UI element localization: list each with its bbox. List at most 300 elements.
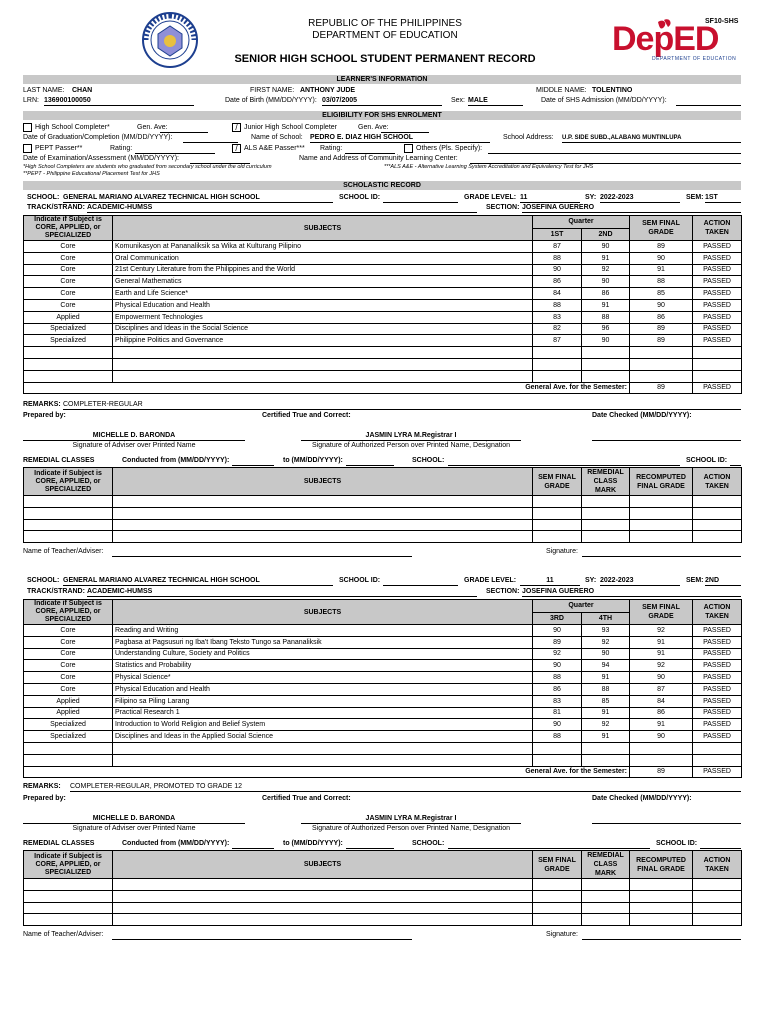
- admission-label: Date of SHS Admission (MM/DD/YYYY):: [541, 97, 667, 104]
- clc-label: Name and Address of Community Learning Center:: [299, 155, 458, 162]
- cell-final: 89: [630, 335, 693, 347]
- note-pept: **PEPT - Philippine Educational Placement Test for JHS: [23, 171, 160, 177]
- school-address-value: U.P. SIDE SUBD.,ALABANG MUNTINLUPA: [562, 134, 741, 143]
- deped-logo-subtitle: DEPARTMENT OF EDUCATION: [652, 56, 737, 62]
- sem2-date-checked-field: [592, 815, 741, 824]
- cell-q2: 91: [582, 252, 630, 264]
- sem1-gen-ave-label: General Ave. for the Semester:: [24, 382, 630, 394]
- rem-col-action: ACTION TAKEN: [693, 468, 742, 496]
- cell-subject: Introduction to World Religion and Belief System: [113, 719, 533, 731]
- col-q2: 2ND: [582, 228, 630, 241]
- sem2-grades-table: [23, 599, 742, 778]
- cell-q2: 92: [582, 264, 630, 276]
- cell-q1: 84: [533, 288, 582, 300]
- cell-q1: 82: [533, 323, 582, 335]
- deped-logo: [612, 18, 747, 68]
- grad-date-label: Date of Graduation/Completion (MM/DD/YYYY):: [23, 134, 173, 141]
- cell-action: PASSED: [693, 335, 742, 347]
- cell-type: Core: [24, 264, 113, 276]
- sem1-remarks-label: REMARKS:: [23, 401, 61, 408]
- table-row: [24, 719, 742, 731]
- table-row-empty: [24, 742, 742, 754]
- col-subjects: SUBJECTS: [113, 600, 533, 625]
- sem1-teacher-label: Name of Teacher/Adviser:: [23, 548, 104, 555]
- sem1-school-id-value: [383, 194, 458, 203]
- hs-completer-label: High School Completer*: [35, 124, 110, 131]
- sem2-conducted-label: Conducted from (MM/DD/YYYY):: [122, 840, 230, 847]
- cell-final: 84: [630, 695, 693, 707]
- cell-q1: 87: [533, 241, 582, 253]
- cell-q1: 88: [533, 672, 582, 684]
- cell-action: PASSED: [693, 252, 742, 264]
- learner-info-header: LEARNER'S INFORMATION: [23, 75, 741, 84]
- sem1-section-label: SECTION:: [486, 204, 520, 211]
- deped-logo-text: DepED: [612, 20, 719, 58]
- cell-final: 89: [630, 323, 693, 335]
- sem2-gen-ave-label: General Ave. for the Semester:: [24, 766, 630, 778]
- republic-text: REPUBLIC OF THE PHILIPPINES: [308, 18, 462, 29]
- remedial-row: [24, 890, 742, 902]
- rem-col-class-mark: REMEDIAL CLASS MARK: [582, 851, 630, 879]
- als-checkbox[interactable]: /: [232, 144, 241, 153]
- table-row-empty: [24, 370, 742, 382]
- sem2-sy-label: SY:: [585, 577, 597, 584]
- sem2-remarks-label: REMARKS:: [23, 783, 61, 790]
- sem1-school-value: GENERAL MARIANO ALVAREZ TECHNICAL HIGH SCHOOL: [63, 194, 333, 203]
- sem2-sy-value: 2022-2023: [600, 577, 680, 586]
- cell-q1: 88: [533, 299, 582, 311]
- table-row: [24, 636, 742, 648]
- col-quarter: Quarter: [533, 600, 630, 613]
- cell-action: PASSED: [693, 264, 742, 276]
- table-row: [24, 695, 742, 707]
- sem1-grades-table: [23, 215, 742, 394]
- school-name-value: PEDRO E. DIAZ HIGH SCHOOL: [310, 134, 490, 143]
- cell-action: PASSED: [693, 311, 742, 323]
- sem1-remedial-school-id-label: SCHOOL ID:: [686, 457, 728, 464]
- col-sem-final: SEM FINAL GRADE: [630, 600, 693, 625]
- cell-q1: 90: [533, 719, 582, 731]
- sem2-sem-value: 2ND: [705, 577, 741, 586]
- school-address-label: School Address:: [503, 134, 554, 141]
- pept-label: PEPT Passer**: [35, 145, 83, 152]
- cell-type: Specialized: [24, 731, 113, 743]
- table-row: [24, 707, 742, 719]
- form-code: SF10-SHS: [705, 18, 739, 25]
- admission-value: [676, 97, 741, 106]
- others-checkbox[interactable]: [404, 144, 413, 153]
- cell-q2: 90: [582, 335, 630, 347]
- cell-final: 88: [630, 276, 693, 288]
- cell-action: PASSED: [693, 672, 742, 684]
- sem2-section-label: SECTION:: [486, 588, 520, 595]
- others-field[interactable]: [488, 145, 741, 154]
- cell-q1: 90: [533, 264, 582, 276]
- gen-ave-field-2[interactable]: [381, 124, 429, 133]
- cell-final: 91: [630, 719, 693, 731]
- cell-subject: Earth and Life Science*: [113, 288, 533, 300]
- sem1-prepared-label: Prepared by:: [23, 412, 66, 419]
- table-row: [24, 288, 742, 300]
- lrn-value: 136900100050: [44, 97, 194, 106]
- cell-subject: Physical Education and Health: [113, 683, 533, 695]
- cell-subject: Filipino sa Piling Larang: [113, 695, 533, 707]
- remedial-row: [24, 902, 742, 914]
- table-row: [24, 731, 742, 743]
- cell-q1: 88: [533, 731, 582, 743]
- sem1-conducted-label: Conducted from (MM/DD/YYYY):: [122, 457, 230, 464]
- cell-type: Core: [24, 625, 113, 637]
- grad-date-field[interactable]: [183, 134, 238, 143]
- cell-type: Core: [24, 288, 113, 300]
- table-row: [24, 264, 742, 276]
- rem-col-subjects: SUBJECTS: [113, 468, 533, 496]
- als-rating-label: Rating:: [320, 145, 343, 152]
- col-q4: 4TH: [582, 612, 630, 625]
- cell-action: PASSED: [693, 707, 742, 719]
- col-action: ACTION TAKEN: [693, 600, 742, 625]
- sem1-registrar-name: JASMIN LYRA M.Registrar I: [301, 432, 521, 441]
- sem2-to-field[interactable]: [346, 840, 394, 849]
- sem2-gen-ave-value: 89: [630, 766, 693, 778]
- cell-action: PASSED: [693, 241, 742, 253]
- cell-subject: Empowerment Technologies: [113, 311, 533, 323]
- cell-q1: 87: [533, 335, 582, 347]
- page-title: SENIOR HIGH SCHOOL STUDENT PERMANENT RECORD: [234, 53, 536, 65]
- first-name-label: FIRST NAME:: [250, 87, 295, 94]
- sem1-school-label: SCHOOL:: [27, 194, 60, 201]
- cell-q1: 81: [533, 707, 582, 719]
- sem1-section-value: JOSEFINA GUERERO: [522, 204, 741, 213]
- cell-final: 92: [630, 625, 693, 637]
- table-row: [24, 672, 742, 684]
- sem1-grade-value: 11: [520, 194, 580, 203]
- sem2-school-value: GENERAL MARIANO ALVAREZ TECHNICAL HIGH SCHOOL: [63, 577, 333, 586]
- col-sem-final: SEM FINAL GRADE: [630, 216, 693, 241]
- sem2-sig-adviser: Signature of Adviser over Printed Name: [72, 825, 196, 832]
- cell-subject: Physical Science*: [113, 672, 533, 684]
- cell-final: 90: [630, 252, 693, 264]
- jhs-completer-label: Junior High School Completer: [244, 124, 337, 131]
- cell-final: 86: [630, 707, 693, 719]
- sem1-gen-ave-value: 89: [630, 382, 693, 394]
- clc-field[interactable]: [470, 155, 741, 164]
- sem1-sy-value: 2022-2023: [600, 194, 680, 203]
- cell-subject: Disciplines and Ideas in the Social Science: [113, 323, 533, 335]
- sem1-remarks-value: COMPLETER-REGULAR: [63, 401, 741, 410]
- cell-q2: 92: [582, 636, 630, 648]
- cell-q2: 86: [582, 288, 630, 300]
- sem2-school-label: SCHOOL:: [27, 577, 60, 584]
- col-subjects: SUBJECTS: [113, 216, 533, 241]
- rem-col-recomputed: RECOMPUTED FINAL GRADE: [630, 851, 693, 879]
- cell-final: 90: [630, 731, 693, 743]
- table-row: [24, 241, 742, 253]
- sem1-certified-label: Certified True and Correct:: [262, 412, 351, 419]
- sem1-track-value: ACADEMIC-HUMSS: [87, 204, 477, 213]
- first-name-value: ANTHONY JUDE: [300, 87, 356, 94]
- others-label: Others (Pls. Specify):: [416, 145, 483, 152]
- sem2-adviser-name: MICHELLE D. BARONDA: [23, 815, 245, 824]
- cell-action: PASSED: [693, 660, 742, 672]
- cell-q2: 91: [582, 299, 630, 311]
- cell-action: PASSED: [693, 323, 742, 335]
- sem1-grade-label: GRADE LEVEL:: [464, 194, 517, 201]
- sem1-to-label: to (MM/DD/YYYY):: [283, 457, 343, 464]
- cell-q1: 92: [533, 648, 582, 660]
- cell-type: Core: [24, 241, 113, 253]
- sem2-sem-label: SEM:: [686, 577, 704, 584]
- sem1-signature-field[interactable]: [582, 548, 741, 557]
- sem2-track-value: ACADEMIC-HUMSS: [87, 588, 477, 597]
- cell-subject: Physical Education and Health: [113, 299, 533, 311]
- dob-value: 03/07/2005: [322, 97, 442, 106]
- sem1-remedial-table: [23, 467, 742, 543]
- remedial-row: [24, 496, 742, 508]
- exam-date-field[interactable]: [190, 155, 250, 164]
- table-row: [24, 683, 742, 695]
- cell-final: 85: [630, 288, 693, 300]
- sem1-to-field[interactable]: [346, 457, 394, 466]
- sem2-registrar-name: JASMIN LYRA M.Registrar I: [301, 815, 521, 824]
- cell-type: Specialized: [24, 335, 113, 347]
- sem1-gen-ave-action: PASSED: [693, 382, 742, 394]
- sem1-remedial-school-id-field[interactable]: [730, 457, 741, 466]
- sem1-adviser-name: MICHELLE D. BARONDA: [23, 432, 245, 441]
- table-row: [24, 299, 742, 311]
- pept-rating-field[interactable]: [135, 145, 215, 154]
- cell-type: Applied: [24, 311, 113, 323]
- cell-subject: Komunikasyon at Pananaliksik sa Wika at Kulturang Pilipino: [113, 241, 533, 253]
- sem2-grade-label: GRADE LEVEL:: [464, 577, 517, 584]
- cell-q1: 88: [533, 252, 582, 264]
- cell-q2: 91: [582, 731, 630, 743]
- cell-action: PASSED: [693, 636, 742, 648]
- cell-q1: 83: [533, 695, 582, 707]
- sem1-sig-authorized: Signature of Authorized Person over Printed Name, Designation: [311, 442, 511, 449]
- rem-col-subjects: SUBJECTS: [113, 851, 533, 879]
- col-q3: 3RD: [533, 612, 582, 625]
- cell-q1: 86: [533, 683, 582, 695]
- middle-name-value: TOLENTINO: [592, 87, 633, 94]
- sem2-teacher-label: Name of Teacher/Adviser:: [23, 931, 104, 938]
- table-row-empty: [24, 754, 742, 766]
- sem1-remedial-school-field[interactable]: [448, 457, 680, 466]
- note-als: ***ALS A&E - Alternative Learning System Accreditation and Equivalency Test for JHS: [384, 164, 594, 170]
- table-row: [24, 335, 742, 347]
- sem2-conducted-field[interactable]: [232, 840, 274, 849]
- sem2-sig-authorized: Signature of Authorized Person over Printed Name, Designation: [311, 825, 511, 832]
- cell-final: 90: [630, 299, 693, 311]
- table-row: [24, 311, 742, 323]
- cell-subject: Pagbasa at Pagsusuri ng Iba't Ibang Teksto Tungo sa Pananaliksik: [113, 636, 533, 648]
- cell-type: Core: [24, 683, 113, 695]
- cell-q1: 90: [533, 660, 582, 672]
- cell-q2: 90: [582, 241, 630, 253]
- cell-action: PASSED: [693, 625, 742, 637]
- cell-subject: Oral Communication: [113, 252, 533, 264]
- sem1-conducted-field[interactable]: [232, 457, 274, 466]
- cell-q2: 91: [582, 672, 630, 684]
- cell-type: Specialized: [24, 323, 113, 335]
- cell-final: 87: [630, 683, 693, 695]
- sem2-to-label: to (MM/DD/YYYY):: [283, 840, 343, 847]
- hs-completer-checkbox[interactable]: [23, 123, 32, 132]
- cell-action: PASSED: [693, 276, 742, 288]
- cell-q1: 89: [533, 636, 582, 648]
- sem2-certified-label: Certified True and Correct:: [262, 795, 351, 802]
- cell-q2: 92: [582, 719, 630, 731]
- cell-q2: 96: [582, 323, 630, 335]
- sem2-date-checked-label: Date Checked (MM/DD/YYYY):: [592, 795, 692, 802]
- remedial-row: [24, 914, 742, 926]
- note-hs-completer: *High School Completers are students who graduated from secondary school under the old curriculum: [23, 164, 272, 170]
- table-row: [24, 276, 742, 288]
- sem2-teacher-field[interactable]: [112, 931, 412, 940]
- sem2-school-id-label: SCHOOL ID:: [339, 577, 381, 584]
- remedial-row: [24, 531, 742, 543]
- table-row: [24, 323, 742, 335]
- middle-name-label: MIDDLE NAME:: [536, 87, 587, 94]
- cell-subject: Practical Research 1: [113, 707, 533, 719]
- sem2-signature-label: Signature:: [546, 931, 578, 938]
- col-indicate: Indicate if Subject is CORE, APPLIED, or SPECIALIZED: [24, 600, 113, 625]
- cell-q2: 85: [582, 695, 630, 707]
- col-indicate: Indicate if Subject is CORE, APPLIED, or SPECIALIZED: [24, 216, 113, 241]
- rem-col-indicate: Indicate if Subject is CORE, APPLIED, or SPECIALIZED: [24, 851, 113, 879]
- dob-label: Date of Birth (MM/DD/YYYY):: [225, 97, 317, 104]
- col-q1: 1ST: [533, 228, 582, 241]
- rem-col-class-mark: REMEDIAL CLASS MARK: [582, 468, 630, 496]
- cell-final: 86: [630, 311, 693, 323]
- sem2-signature-field[interactable]: [582, 931, 741, 940]
- sem2-remedial-table: [23, 850, 742, 926]
- remedial-row: [24, 507, 742, 519]
- cell-q2: 90: [582, 648, 630, 660]
- cell-subject: Disciplines and Ideas in the Applied Social Science: [113, 731, 533, 743]
- cell-type: Core: [24, 276, 113, 288]
- sex-label: Sex:: [451, 97, 466, 104]
- cell-q1: 83: [533, 311, 582, 323]
- sem1-track-label: TRACK/STRAND:: [27, 204, 85, 211]
- cell-type: Core: [24, 648, 113, 660]
- cell-type: Applied: [24, 707, 113, 719]
- sem2-gen-ave-action: PASSED: [693, 766, 742, 778]
- table-row: [24, 648, 742, 660]
- sex-value: MALE: [468, 97, 523, 106]
- sem1-remedial-school-label: SCHOOL:: [412, 457, 445, 464]
- cell-q2: 88: [582, 311, 630, 323]
- table-row: [24, 252, 742, 264]
- als-rating-field[interactable]: [345, 145, 395, 154]
- rem-col-indicate: Indicate if Subject is CORE, APPLIED, or SPECIALIZED: [24, 468, 113, 496]
- remedial-row: [24, 879, 742, 891]
- exam-date-label: Date of Examination/Assessment (MM/DD/YYYY):: [23, 155, 179, 162]
- deped-seal: [142, 12, 198, 68]
- cell-q1: 90: [533, 625, 582, 637]
- cell-final: 90: [630, 672, 693, 684]
- sem2-prepared-label: Prepared by:: [23, 795, 66, 802]
- cell-final: 91: [630, 648, 693, 660]
- cell-action: PASSED: [693, 299, 742, 311]
- cell-final: 91: [630, 636, 693, 648]
- cell-type: Core: [24, 660, 113, 672]
- department-text: DEPARTMENT OF EDUCATION: [312, 30, 458, 41]
- sem1-sem-value: 1ST: [705, 194, 741, 203]
- jhs-completer-checkbox[interactable]: /: [232, 123, 241, 132]
- gen-ave-label-1: Gen. Ave:: [137, 124, 168, 131]
- remedial-row: [24, 519, 742, 531]
- sem1-date-checked-field: [592, 432, 741, 441]
- sem2-remedial-school-id-field[interactable]: [700, 840, 741, 849]
- cell-q1: 86: [533, 276, 582, 288]
- eligibility-header: ELIGIBILITY FOR SHS ENROLMENT: [23, 111, 741, 120]
- cell-action: PASSED: [693, 683, 742, 695]
- last-name-label: LAST NAME:: [23, 87, 65, 94]
- cell-type: Core: [24, 672, 113, 684]
- sem1-school-id-label: SCHOOL ID:: [339, 194, 381, 201]
- sem1-date-checked-label: Date Checked (MM/DD/YYYY):: [592, 412, 692, 419]
- cell-final: 89: [630, 241, 693, 253]
- school-name-label: Name of School:: [251, 134, 303, 141]
- sem2-remedial-label: REMEDIAL CLASSES: [23, 840, 95, 847]
- rem-col-action: ACTION TAKEN: [693, 851, 742, 879]
- cell-type: Core: [24, 252, 113, 264]
- rem-col-recomputed: RECOMPUTED FINAL GRADE: [630, 468, 693, 496]
- lrn-label: LRN:: [23, 97, 39, 104]
- sem1-teacher-field[interactable]: [112, 548, 412, 557]
- pept-checkbox[interactable]: [23, 144, 32, 153]
- gen-ave-field-1[interactable]: [160, 124, 208, 133]
- cell-subject: Philippine Politics and Governance: [113, 335, 533, 347]
- cell-q2: 91: [582, 707, 630, 719]
- cell-subject: 21st Century Literature from the Philippines and the World: [113, 264, 533, 276]
- sem2-remedial-school-id-label: SCHOOL ID:: [656, 840, 698, 847]
- table-row: [24, 660, 742, 672]
- cell-action: PASSED: [693, 695, 742, 707]
- sem1-sy-label: SY:: [585, 194, 597, 201]
- cell-subject: Reading and Writing: [113, 625, 533, 637]
- table-row-empty: [24, 358, 742, 370]
- cell-action: PASSED: [693, 288, 742, 300]
- cell-subject: Understanding Culture, Society and Politics: [113, 648, 533, 660]
- cell-type: Core: [24, 636, 113, 648]
- cell-type: Core: [24, 299, 113, 311]
- col-quarter: Quarter: [533, 216, 630, 229]
- cell-q2: 88: [582, 683, 630, 695]
- cell-final: 91: [630, 264, 693, 276]
- cell-subject: General Mathematics: [113, 276, 533, 288]
- sem1-remedial-label: REMEDIAL CLASSES: [23, 457, 95, 464]
- sem2-grade-value: 11: [520, 577, 580, 586]
- cell-action: PASSED: [693, 648, 742, 660]
- rem-col-sem-final: SEM FINAL GRADE: [533, 851, 582, 879]
- sem1-sig-adviser: Signature of Adviser over Printed Name: [72, 442, 196, 449]
- pept-rating-label: Rating:: [110, 145, 133, 152]
- sem2-remedial-school-field[interactable]: [448, 840, 650, 849]
- cell-final: 92: [630, 660, 693, 672]
- sem1-signature-label: Signature:: [546, 548, 578, 555]
- sem2-remarks-value: COMPLETER-REGULAR, PROMOTED TO GRADE 12: [70, 783, 741, 792]
- als-label: ALS A&E Passer***: [244, 145, 305, 152]
- sem1-grades-body: [24, 241, 742, 383]
- cell-subject: Statistics and Probability: [113, 660, 533, 672]
- sem1-sem-label: SEM:: [686, 194, 704, 201]
- sem2-section-value: JOSEFINA GUERERO: [522, 588, 741, 597]
- sem2-track-label: TRACK/STRAND:: [27, 588, 85, 595]
- scholastic-header: SCHOLASTIC RECORD: [23, 181, 741, 190]
- cell-q2: 90: [582, 276, 630, 288]
